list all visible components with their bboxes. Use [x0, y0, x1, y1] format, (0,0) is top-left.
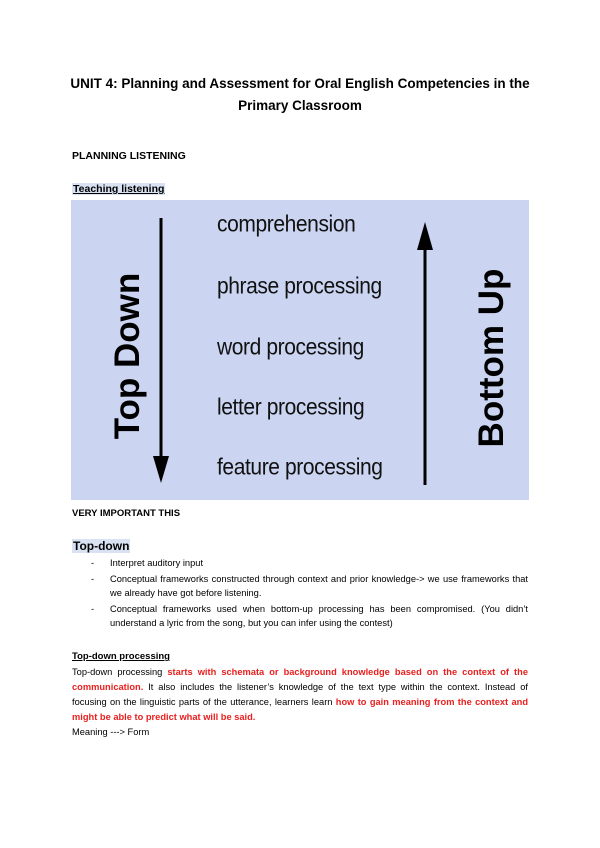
subheading-teaching-listening: Teaching listening — [73, 183, 165, 195]
paragraph-text: It also includes the listener’s knowledge of the text type within the context. Instead of focusing on the linguistic parts of the utterance, learners learn — [72, 682, 528, 707]
bullet-dash: - — [91, 574, 95, 584]
stage-phrase-processing: phrase processing — [217, 274, 382, 299]
stage-word-processing: word processing — [217, 335, 364, 360]
paragraph-emphasis: how to gain meaning from the context and might be able to predict what will be said. — [72, 697, 528, 722]
bullet-dash: - — [91, 604, 95, 614]
top-down-label: Top Down — [108, 272, 147, 440]
topdown-bullet-list — [72, 556, 528, 632]
bullet-dash: - — [91, 558, 95, 568]
stage-comprehension: comprehension — [217, 212, 356, 237]
paragraph-text: Top-down processing — [72, 667, 168, 677]
down-arrow-head — [153, 456, 169, 483]
document-title: UNIT 4: Planning and Assessment for Oral English Competencies in the Primary Classroom — [70, 76, 530, 113]
topdown-processing-paragraph — [72, 665, 528, 725]
topdown-processing-heading: Top-down processing — [72, 651, 170, 662]
list-item — [72, 602, 528, 630]
bottom-up-label: Bottom Up — [472, 268, 511, 448]
importance-note: VERY IMPORTANT THIS — [72, 508, 181, 519]
up-arrow-head — [417, 222, 433, 250]
listening-process-diagram — [71, 200, 529, 500]
stage-feature-processing: feature processing — [217, 455, 383, 480]
meaning-form-line: Meaning ---> Form — [72, 727, 150, 737]
bullet-text: Conceptual frameworks constructed through context and prior knowledge-> we use frameworks that we already have got before listening. — [110, 574, 528, 598]
list-item — [72, 572, 528, 600]
stage-letter-processing: letter processing — [217, 395, 365, 420]
list-item — [72, 556, 528, 570]
paragraph-emphasis: starts with schemata or background knowledge based on the context of the communication. — [72, 667, 529, 692]
bullet-text: Interpret auditory input — [110, 558, 204, 568]
topdown-heading: Top-down — [73, 539, 130, 553]
section-heading: PLANNING LISTENING — [72, 150, 186, 162]
bullet-text: Conceptual frameworks used when bottom-up processing has been compromised. (You didn’t understand a lyric from the song, but you can infer using the contest) — [110, 604, 528, 628]
